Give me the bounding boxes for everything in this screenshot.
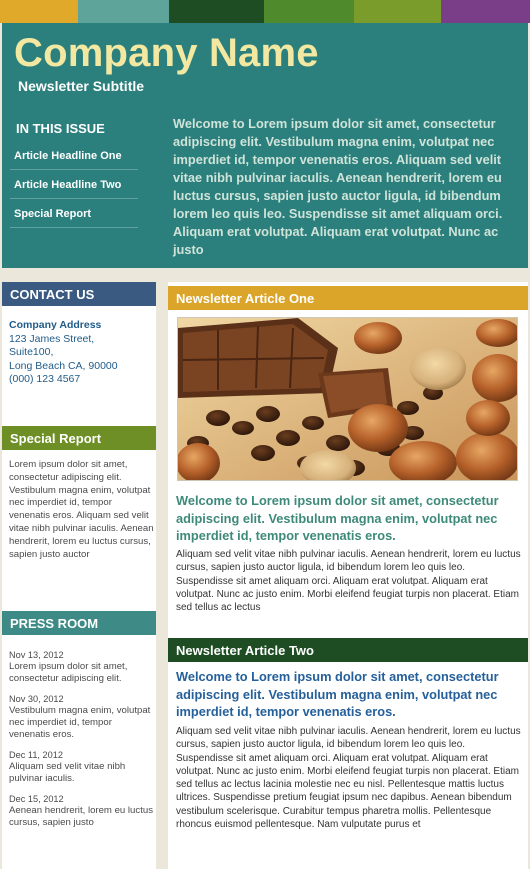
strip-segment-5 xyxy=(354,0,441,23)
in-this-issue-heading: IN THIS ISSUE xyxy=(16,121,105,136)
issue-list xyxy=(10,141,138,228)
article-one-lead: Welcome to Lorem ipsum dolor sit amet, consectetur adipiscing elit. Vestibulum magna enim, volutpat nec imperdiet id, tempor venenatis eros. xyxy=(176,493,499,543)
press-room-heading: PRESS ROOM xyxy=(2,611,156,635)
newsletter-subtitle: Newsletter Subtitle xyxy=(18,78,145,94)
article-one-body: Aliquam sed velit vitae nibh pulvinar iaculis. Aenean hendrerit, lorem eu luctus cursus, sapien justo auctor ligula, id bibendum lorem leo quis leo. Suspendisse sit amet aliquam orci. Aliquam erat volutpat. Aliquam erat volutpat. Nunc ac justo enim. Morbi eleifend feugiat turpis non placerat. Etiam sed tellus ac lectus xyxy=(176,549,521,614)
press-text: Aenean hendrerit, lorem eu luctus cursus, sapien justo xyxy=(9,805,153,828)
press-item[interactable] xyxy=(9,793,154,829)
press-item[interactable] xyxy=(9,693,154,741)
sidebar xyxy=(2,282,156,869)
color-strip xyxy=(0,0,530,23)
strip-segment-1 xyxy=(0,0,78,23)
article-one-heading: Newsletter Article One xyxy=(168,286,528,310)
contact-block xyxy=(9,319,154,387)
issue-link-article-two[interactable]: Article Headline Two xyxy=(10,170,138,199)
press-text: Vestibulum magna enim, volutpat nec imperdiet id, tempor venenatis eros. xyxy=(9,705,151,740)
issue-link-special-report[interactable]: Special Report xyxy=(10,199,138,228)
press-text: Lorem ipsum dolor sit amet, consectetur adipiscing elit. xyxy=(9,661,128,684)
strip-segment-3 xyxy=(169,0,264,23)
newsletter-header xyxy=(2,23,528,268)
press-date: Nov 13, 2012 xyxy=(9,650,64,660)
address-line-3: Long Beach CA, 90000 xyxy=(9,359,118,372)
press-date: Dec 11, 2012 xyxy=(9,750,63,760)
chocolate-coffee-hazelnut-photo xyxy=(177,317,518,481)
special-report-text: Lorem ipsum dolor sit amet, consectetur adipiscing elit. Vestibulum magna enim, volutpat nec imperdiet id, tempor venenatis eros. Aliquam sed velit vitae nibh pulvinar iaculis. Aenean hendrerit, lorem eu luctus cursus, sapien justo auctor xyxy=(9,459,154,560)
issue-link-article-one[interactable]: Article Headline One xyxy=(10,141,138,170)
company-name: Company Name xyxy=(14,31,319,75)
press-item[interactable] xyxy=(9,749,154,785)
address-line-2: Suite100, xyxy=(9,346,54,358)
press-list xyxy=(9,649,154,837)
press-date: Nov 30, 2012 xyxy=(9,694,64,704)
address-line-1: 123 James Street, xyxy=(9,332,95,345)
phone-number: (000) 123 4567 xyxy=(9,373,81,385)
article-two-heading: Newsletter Article Two xyxy=(168,638,528,662)
header-intro-text: Welcome to Lorem ipsum dolor sit amet, consectetur adipiscing elit. Vestibulum magna enim, volutpat nec imperdiet id, tempor venenatis eros. Aliquam sed velit vitae nibh pulvinar iaculis. Aenean hendrerit, lorem eu luctus cursus, sapien justo auctor ligula, id bibendum lorem leo quis leo. Suspendisse sit amet aliquam orci. Aliquam erat volutpat. Aliquam erat volutpat. Nunc ac justo xyxy=(173,116,503,257)
special-report-heading: Special Report xyxy=(2,426,156,450)
press-text: Aliquam sed velit vitae nibh pulvinar iaculis. xyxy=(9,761,126,784)
press-date: Dec 15, 2012 xyxy=(9,794,64,804)
strip-segment-6 xyxy=(441,0,530,23)
press-item[interactable] xyxy=(9,649,154,685)
strip-segment-2 xyxy=(78,0,169,23)
strip-segment-4 xyxy=(264,0,354,23)
article-two-lead: Welcome to Lorem ipsum dolor sit amet, consectetur adipiscing elit. Vestibulum magna enim, volutpat nec imperdiet id, tempor venenatis eros. xyxy=(176,669,499,719)
main-column xyxy=(168,282,528,869)
contact-us-heading: CONTACT US xyxy=(2,282,156,306)
company-address-label: Company Address xyxy=(9,319,102,331)
article-two-body: Aliquam sed velit vitae nibh pulvinar iaculis. Aenean hendrerit, lorem eu luctus cursus, sapien justo auctor ligula, id bibendum lorem leo quis leo. Suspendisse sit amet aliquam orci. Aliquam erat volutpat. Aliquam erat volutpat. Nunc ac justo enim. Morbi eleifend feugiat turpis non placerat. Etiam sed tellus ac lectus lacinia molestie nec eu nisl. Pellentesque mattis luctus ultrices. Suspendisse pretium feugiat ipsum nec dapibus. Aenean bibendum vestibulum scelerisque. Curabitur tempus pharetra mollis. Pellentesque rhoncus euismod pellentesque. Nam vulputate purus et xyxy=(176,726,521,831)
